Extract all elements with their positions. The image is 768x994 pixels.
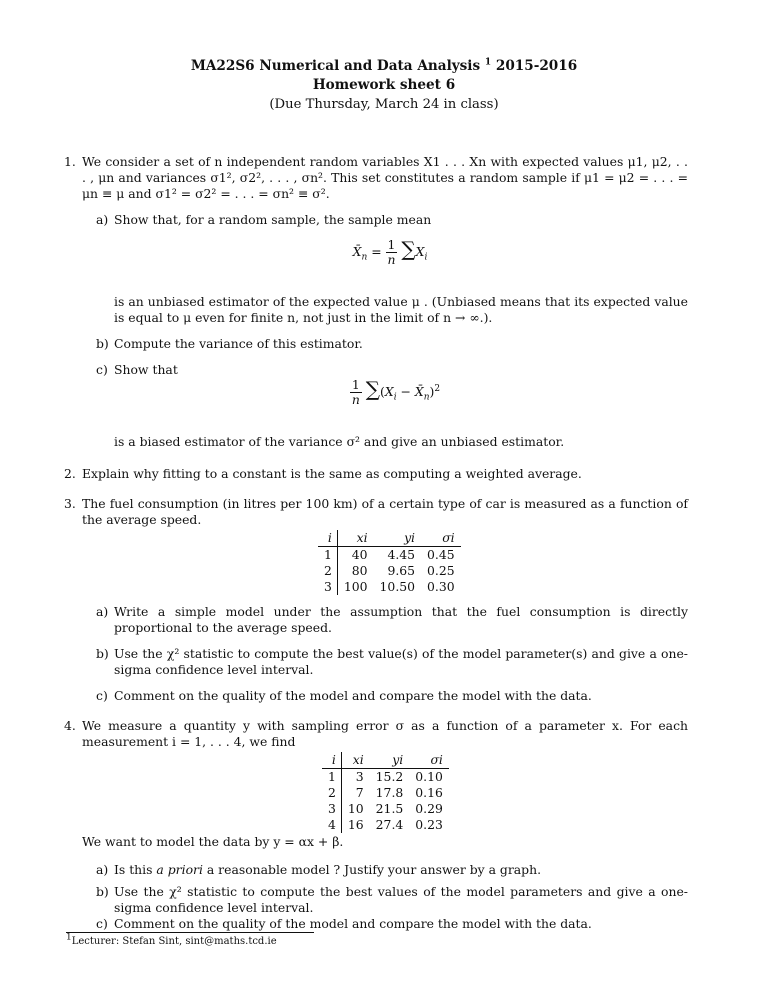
- column-header: xi: [337, 530, 373, 547]
- sheet-title: Homework sheet 6: [312, 77, 456, 94]
- column-header: σi: [421, 530, 461, 547]
- table-row: 1 3 15.2 0.10: [322, 769, 449, 786]
- column-header: σi: [409, 752, 449, 769]
- column-header: xi: [341, 752, 369, 769]
- part-text-continued: is an unbiased estimator of the expected value μ . (Unbiased means that its expected value is equal to μ even for finite n, not just in the limit of n → ∞.).: [114, 294, 688, 325]
- part-text-continued: is a biased estimator of the variance σ² and give an unbiased estimator.: [114, 434, 565, 449]
- part-letter: b): [96, 884, 109, 899]
- problem-text: The fuel consumption (in litres per 100 km) of a certain type of car is measured as a function of the average speed.: [82, 496, 688, 527]
- part-letter: a): [96, 862, 109, 877]
- table-row: 3 100 10.50 0.30: [318, 579, 461, 595]
- footnote-divider: [66, 932, 314, 933]
- problem-1-part-b: [96, 336, 688, 352]
- footnote: $^1$Lecturer: Stefan Sint, sint@maths.tcd.ie: [66, 932, 277, 947]
- problem-4: [64, 718, 688, 750]
- part-letter: c): [96, 916, 108, 931]
- problem-1-part-c-continued: [114, 434, 688, 450]
- part-text: Comment on the quality of the model and compare the model with the data.: [114, 688, 592, 703]
- table-row: 2 7 17.8 0.16: [322, 785, 449, 801]
- part-text: Use the χ² statistic to compute the best values of the model parameters and give a one-sigma confidence level interval.: [114, 884, 688, 915]
- part-letter: b): [96, 336, 109, 351]
- document-header: [0, 58, 768, 114]
- problem-number: 4.: [64, 718, 76, 733]
- column-header: i: [318, 530, 337, 547]
- problem-1-part-a-continued: [114, 294, 688, 326]
- problem-4-part-b: [96, 884, 688, 916]
- problem-number: 1.: [64, 154, 76, 169]
- model-text: We want to model the data by y = αx + β.: [82, 834, 344, 849]
- problem-1-part-c: [96, 362, 688, 378]
- part-text: Comment on the quality of the model and compare the model with the data.: [114, 916, 592, 931]
- problem-number: 3.: [64, 496, 76, 511]
- part-text: Write a simple model under the assumption that the fuel consumption is directly proportional to the average speed.: [114, 604, 688, 635]
- problem-text: We measure a quantity y with sampling error σ as a function of a parameter x. For each measurement i = 1, . . . 4, we find: [82, 718, 688, 749]
- measurement-data-table: [322, 752, 449, 833]
- column-header: yi: [370, 752, 410, 769]
- problem-4-part-a: [96, 862, 688, 878]
- part-text: Show that, for a random sample, the sample mean: [114, 212, 432, 227]
- table-row: 4 16 27.4 0.23: [322, 817, 449, 833]
- problem-text: Explain why fitting to a constant is the same as computing a weighted average.: [82, 466, 582, 481]
- problem-number: 2.: [64, 466, 76, 481]
- part-text: Show that: [114, 362, 178, 377]
- problem-4-part-c: [96, 916, 688, 932]
- problem-3-part-a: [96, 604, 688, 636]
- column-header: yi: [374, 530, 421, 547]
- footnote-marker: 1: [484, 57, 492, 68]
- problem-1-part-a: [96, 212, 688, 228]
- sample-mean-equation: $X̄_n$ = $\frac{1}{n}$ $\sum X_i$: [352, 237, 428, 267]
- table-header-row: [322, 752, 449, 769]
- part-text: Is this a priori a reasonable model ? Justify your answer by a graph.: [114, 862, 542, 877]
- problem-3-part-b: [96, 646, 688, 678]
- table-row: 3 10 21.5 0.29: [322, 801, 449, 817]
- part-letter: a): [96, 604, 109, 619]
- academic-year: 2015-2016: [495, 58, 578, 74]
- problem-3-part-c: [96, 688, 688, 704]
- part-letter: a): [96, 212, 109, 227]
- part-letter: c): [96, 362, 108, 377]
- part-text: Compute the variance of this estimator.: [114, 336, 363, 351]
- problem-text: We consider a set of n independent random variables X1 . . . Xn with expected values μ1, μ2, . . . , μn and variances σ1², σ2², . . . , σn². This set constitutes a random sample if μ1 = μ2 = . . . = μn ≡ μ and σ1² = σ2² = . . . = σn² ≡ σ².: [82, 154, 688, 201]
- problem-3: [64, 496, 688, 528]
- part-letter: c): [96, 688, 108, 703]
- variance-estimator-equation: $\frac{1}{n}$ $\sum(X_i$ − $X̄_n)^2$: [351, 377, 441, 407]
- part-text: Use the χ² statistic to compute the best value(s) of the model parameter(s) and give a one-sigma confidence level interval.: [114, 646, 688, 677]
- table-row: 2 80 9.65 0.25: [318, 563, 461, 579]
- problem-4-model: [82, 834, 688, 850]
- fuel-data-table: [318, 530, 461, 595]
- part-letter: b): [96, 646, 109, 661]
- problem-2: [64, 466, 688, 482]
- course-title: MA22S6 Numerical and Data Analysis $^1$ 2015-2016: [190, 57, 578, 74]
- due-date: (Due Thursday, March 24 in class): [269, 96, 499, 112]
- column-header: i: [322, 752, 341, 769]
- table-row: 1 40 4.45 0.45: [318, 547, 461, 564]
- problem-1: [64, 154, 688, 202]
- table-header-row: [318, 530, 461, 547]
